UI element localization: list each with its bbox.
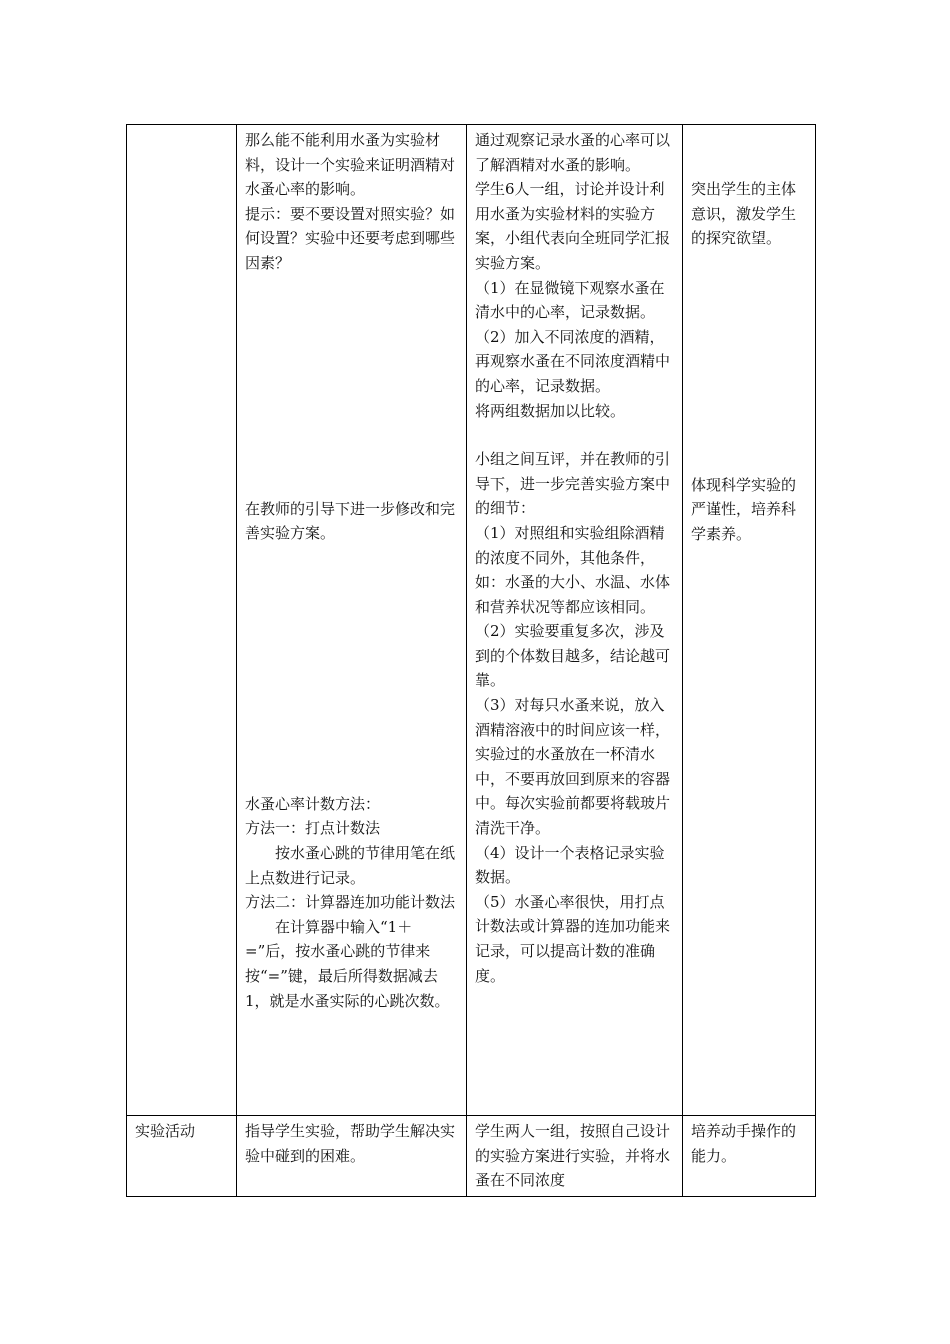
table-row (127, 1116, 816, 1197)
design-intent-cell (683, 1116, 816, 1197)
method2-text: 在计算器中输入“1＋=”后，按水蚤心跳的节律来按“=”键，最后所得数据减去1，就是水蚤实际的心跳次数。 (245, 917, 450, 1010)
design-question-text: 那么能不能利用水蚤为实验材料，设计一个实验来证明酒精对水蚤心率的影响。 (245, 131, 456, 199)
step1-text: （1）在显微镜下观察水蚤在清水中的心率，记录数据。 (475, 278, 665, 322)
teacher-guide-text: 指导学生实验，帮助学生解决实验中碰到的困难。 (245, 1122, 456, 1165)
lesson-plan-table (126, 124, 816, 1197)
stage-cell (127, 1116, 237, 1197)
hint-text: 提示：要不要设置对照实验？如何设置？实验中还要考虑到哪些因素？ (245, 204, 456, 272)
detail-5-text: （5）水蚤心率很快，用打点计数法或计算器的连加功能来记录，可以提高计数的准确度。 (475, 892, 671, 985)
student-activity-cell (467, 1116, 683, 1197)
method1-title: 方法一：打点计数法 (245, 819, 381, 838)
stage-label: 实验活动 (135, 1122, 196, 1140)
teacher-activity-cell (237, 125, 467, 1116)
student-activity-cell (467, 125, 683, 1116)
intent-1-text: 突出学生的主体意识，激发学生的探究欲望。 (691, 180, 797, 248)
table-row (127, 125, 816, 1116)
refine-text: 在教师的引导下进一步修改和完善实验方案。 (245, 499, 456, 543)
intent-2-text: 体现科学实验的严谨性，培养科学素养。 (691, 475, 797, 543)
step2-text: （2）加入不同浓度的酒精，再观察水蚤在不同浓度酒精中的心率，记录数据。 (475, 327, 671, 395)
peer-review-text: 小组之间互评，并在教师的引导下，进一步完善实验方案中的细节： (475, 450, 671, 518)
count-methods-title: 水蚤心率计数方法： (245, 794, 381, 813)
compare-text: 将两组数据加以比较。 (475, 401, 626, 420)
design-intent-cell (683, 125, 816, 1116)
student-experiment-text: 学生两人一组，按照自己设计的实验方案进行实验，并将水蚤在不同浓度 (475, 1122, 671, 1190)
method2-title: 方法二：计算器连加功能计数法 (245, 893, 456, 912)
group-text: 学生6人一组，讨论并设计利用水蚤为实验材料的实验方案，小组代表向全班同学汇报实验方案。 (475, 180, 671, 272)
intent-text: 培养动手操作的能力。 (691, 1122, 797, 1165)
detail-1-text: （1）对照组和实验组除酒精的浓度不同外，其他条件，如：水蚤的大小、水温、水体和营养状况等都应该相同。 (475, 523, 671, 616)
stage-cell (127, 125, 237, 1116)
detail-4-text: （4）设计一个表格记录实验数据。 (475, 843, 665, 887)
method1-text: 按水蚤心跳的节律用笔在纸上点数进行记录。 (245, 843, 456, 887)
teacher-activity-cell (237, 1116, 467, 1197)
detail-2-text: （2）实验要重复多次，涉及到的个体数目越多，结论越可靠。 (475, 622, 671, 690)
detail-3-text: （3）对每只水蚤来说，放入酒精溶液中的时间应该一样，实验过的水蚤放在一杯清水中，不要再放回到原来的容器中。每次实验前都要将载玻片清洗干净。 (475, 696, 671, 838)
intro-text: 通过观察记录水蚤的心率可以了解酒精对水蚤的影响。 (475, 131, 671, 174)
